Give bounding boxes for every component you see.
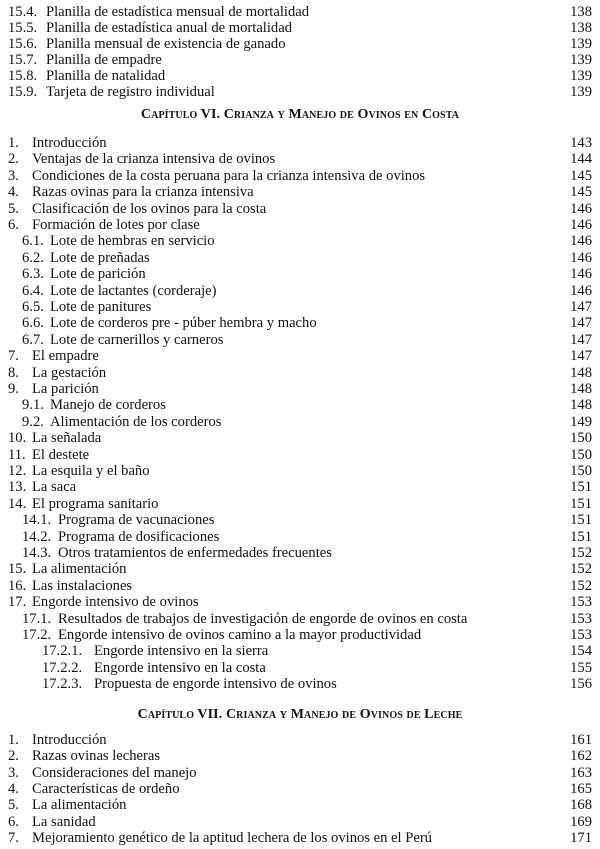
toc-entry-page-number: 152 bbox=[570, 577, 592, 594]
toc-entry-title: La alimentación bbox=[32, 797, 127, 814]
toc-entry-title: Consideraciones del manejo bbox=[32, 764, 197, 781]
toc-entry-title: Lote de preñadas bbox=[50, 249, 150, 266]
toc-entry-title: Introducción bbox=[32, 732, 107, 748]
toc-entry-title: Planilla de estadística anual de mortalidad bbox=[46, 20, 292, 36]
toc-entry-page-number: 146 bbox=[570, 233, 592, 250]
toc-entry-number: 6.5. bbox=[22, 299, 44, 315]
toc-entry-page-number: 153 bbox=[570, 610, 592, 627]
toc-entry-number: 4. bbox=[8, 184, 19, 201]
toc-entry[interactable] bbox=[0, 496, 600, 512]
toc-entry-number: 3. bbox=[8, 764, 19, 781]
toc-entry-title: Programa de vacunaciones bbox=[58, 512, 215, 529]
toc-entry[interactable] bbox=[0, 365, 600, 381]
toc-entry[interactable] bbox=[0, 397, 600, 413]
toc-entry-number: 6. bbox=[8, 813, 19, 830]
toc-entry-number: 4. bbox=[8, 780, 19, 797]
toc-entry-title: La gestación bbox=[32, 364, 107, 381]
toc-entry-page-number: 146 bbox=[570, 249, 592, 266]
toc-entry-number: 6.3. bbox=[22, 266, 44, 283]
toc-entry-number: 5. bbox=[8, 797, 19, 814]
toc-entry-page-number: 171 bbox=[570, 829, 592, 846]
toc-entry-page-number: 139 bbox=[570, 84, 592, 100]
toc-entry-number: 15.9. bbox=[8, 84, 38, 100]
toc-entry-page-number: 147 bbox=[570, 299, 592, 315]
toc-entry-page-number: 150 bbox=[570, 446, 592, 463]
toc-entry-page-number: 152 bbox=[570, 561, 592, 578]
toc-entry-page-number: 148 bbox=[570, 364, 592, 381]
toc-entry-page-number: 147 bbox=[570, 331, 592, 348]
toc-entry[interactable] bbox=[0, 627, 600, 643]
toc-entry[interactable] bbox=[0, 561, 600, 577]
toc-entry-page-number: 153 bbox=[570, 594, 592, 611]
toc-entry-page-number: 169 bbox=[570, 813, 592, 830]
toc-entry-number: 9.2. bbox=[22, 413, 44, 430]
toc-entry-page-number: 145 bbox=[570, 184, 592, 201]
toc-entry-page-number: 152 bbox=[570, 545, 592, 561]
toc-entry-title: Engorde intensivo de ovinos camino a la mayor productividad bbox=[58, 627, 422, 643]
toc-entry[interactable] bbox=[0, 201, 600, 217]
toc-entry-number: 14.3. bbox=[22, 545, 52, 561]
toc-entry[interactable] bbox=[0, 765, 600, 781]
toc-entry-number: 14. bbox=[8, 495, 27, 512]
toc-entry-page-number: 138 bbox=[570, 20, 592, 36]
toc-entry[interactable] bbox=[0, 217, 600, 233]
toc-entry[interactable] bbox=[0, 20, 600, 36]
toc-entry-number: 2. bbox=[8, 748, 19, 765]
toc-entry-number: 16. bbox=[8, 577, 27, 594]
toc-entry[interactable] bbox=[0, 545, 600, 561]
toc-entry-page-number: 168 bbox=[570, 797, 592, 814]
toc-entry-number: 15. bbox=[8, 561, 27, 578]
toc-entry[interactable] bbox=[0, 315, 600, 331]
toc-entry[interactable] bbox=[0, 52, 600, 68]
toc-entry[interactable] bbox=[0, 732, 600, 748]
toc-entry-title: Formación de lotes por clase bbox=[32, 217, 200, 233]
chapter-7-prefix: Capítulo VII. bbox=[137, 707, 223, 722]
toc-entry-number: 15.6. bbox=[8, 36, 38, 52]
toc-entry-page-number: 146 bbox=[570, 282, 592, 299]
toc-entry[interactable] bbox=[0, 479, 600, 495]
toc-entry-page-number: 147 bbox=[570, 315, 592, 332]
toc-entry-page-number: 150 bbox=[570, 463, 592, 479]
toc-entry[interactable] bbox=[0, 381, 600, 397]
toc-entry-page-number: 147 bbox=[570, 348, 592, 365]
toc-entry-number: 10. bbox=[8, 430, 27, 447]
toc-entry-title: Lote de hembras en servicio bbox=[50, 233, 215, 250]
toc-entry[interactable] bbox=[0, 447, 600, 463]
toc-entry-title: El destete bbox=[32, 446, 90, 463]
toc-entry[interactable] bbox=[0, 135, 600, 151]
toc-entry[interactable] bbox=[0, 430, 600, 446]
toc-entry-title: Ventajas de la crianza intensiva de ovinos bbox=[32, 151, 276, 168]
toc-entry-title: Introducción bbox=[32, 135, 107, 151]
toc-entry-title: Planilla de estadística mensual de mortalidad bbox=[46, 4, 310, 20]
toc-entry-number: 6.7. bbox=[22, 331, 44, 348]
toc-entry[interactable] bbox=[0, 184, 600, 200]
toc-entry[interactable] bbox=[0, 36, 600, 52]
toc-entry-number: 15.7. bbox=[8, 52, 38, 68]
toc-entry-title: Mejoramiento genético de la aptitud lechera de los ovinos en el Perú bbox=[32, 829, 432, 846]
chapter-6-heading bbox=[0, 107, 600, 123]
toc-entry[interactable] bbox=[0, 348, 600, 364]
toc-entry-number: 12. bbox=[8, 463, 27, 479]
chapter-6-prefix: Capítulo VI. bbox=[140, 107, 221, 122]
toc-entry[interactable] bbox=[0, 414, 600, 430]
toc-entry[interactable] bbox=[0, 68, 600, 84]
toc-entry-number: 14.1. bbox=[22, 512, 52, 529]
toc-entry-page-number: 155 bbox=[570, 659, 592, 676]
toc-entry[interactable] bbox=[0, 283, 600, 299]
toc-entry-page-number: 146 bbox=[570, 266, 592, 283]
toc-entry-number: 11. bbox=[8, 446, 26, 463]
toc-entry-title: Resultados de trabajos de investigación de engorde de ovinos en costa bbox=[58, 610, 468, 627]
toc-entry[interactable] bbox=[0, 643, 600, 659]
toc-entry-number: 7. bbox=[8, 829, 19, 846]
toc-entry-title: El empadre bbox=[32, 348, 99, 365]
toc-entry-title: Alimentación de los corderos bbox=[50, 413, 222, 430]
toc-entry[interactable] bbox=[0, 299, 600, 315]
toc-entry[interactable] bbox=[0, 4, 600, 20]
toc-entry-title: Propuesta de engorde intensivo de ovinos bbox=[94, 676, 337, 693]
chapter-6-title: Crianza y Manejo de Ovinos en Costa bbox=[223, 107, 460, 122]
toc-entry-title: Engorde intensivo de ovinos bbox=[32, 594, 199, 611]
toc-entry-page-number: 151 bbox=[570, 479, 592, 496]
toc-entry-title: Otros tratamientos de enfermedades frecuentes bbox=[58, 545, 332, 561]
toc-entry-page-number: 151 bbox=[570, 512, 592, 529]
toc-entry-title: Lote de parición bbox=[50, 266, 146, 283]
toc-entry[interactable] bbox=[0, 233, 600, 249]
toc-entry-number: 6.4. bbox=[22, 282, 44, 299]
toc-entry[interactable] bbox=[0, 250, 600, 266]
toc-entry-page-number: 139 bbox=[570, 36, 592, 52]
toc-entry-title: Engorde intensivo en la sierra bbox=[94, 643, 269, 660]
toc-entry-number: 17.2.1. bbox=[42, 643, 83, 660]
toc-entry[interactable] bbox=[0, 168, 600, 184]
toc-entry-page-number: 163 bbox=[570, 764, 592, 781]
toc-entry-title: La parición bbox=[32, 381, 99, 397]
chapter-7-title: Crianza y Manejo de Ovinos de Leche bbox=[225, 707, 463, 722]
toc-entry-page-number: 146 bbox=[570, 200, 592, 217]
toc-entry[interactable] bbox=[0, 814, 600, 830]
toc-entry[interactable] bbox=[0, 332, 600, 348]
toc-entry-title: Programa de dosificaciones bbox=[58, 528, 220, 545]
toc-entry-title: Condiciones de la costa peruana para la crianza intensiva de ovinos bbox=[32, 167, 426, 184]
toc-entry[interactable] bbox=[0, 529, 600, 545]
toc-entry-page-number: 156 bbox=[570, 676, 592, 693]
toc-entry-number: 17.2.2. bbox=[42, 659, 83, 676]
toc-entry-title: El programa sanitario bbox=[32, 495, 159, 512]
toc-entry-number: 6.2. bbox=[22, 249, 44, 266]
toc-entry-page-number: 150 bbox=[570, 430, 592, 447]
toc-entry-title: Clasificación de los ovinos para la costa bbox=[32, 200, 267, 217]
toc-entry-number: 8. bbox=[8, 364, 19, 381]
toc-entry[interactable] bbox=[0, 611, 600, 627]
toc-entry-title: Lote de panitures bbox=[50, 299, 152, 315]
toc-entry[interactable] bbox=[0, 830, 600, 846]
toc-entry-title: Las instalaciones bbox=[32, 577, 133, 594]
toc-entry-page-number: 165 bbox=[570, 780, 592, 797]
toc-entry-title: Razas ovinas lecheras bbox=[32, 748, 161, 765]
toc-entry-page-number: 154 bbox=[570, 643, 592, 660]
toc-entry-title: Planilla mensual de existencia de ganado bbox=[46, 36, 286, 52]
toc-entry-page-number: 144 bbox=[570, 151, 592, 168]
toc-entry-page-number: 149 bbox=[570, 413, 592, 430]
toc-entry-number: 7. bbox=[8, 348, 19, 365]
toc-entry[interactable] bbox=[0, 84, 600, 100]
toc-entry-title: Manejo de corderos bbox=[50, 397, 166, 414]
toc-entry-number: 1. bbox=[8, 135, 19, 151]
toc-entry-number: 9. bbox=[8, 381, 19, 397]
toc-entry-number: 2. bbox=[8, 151, 19, 168]
toc-entry-title: La esquila y el baño bbox=[32, 463, 150, 479]
toc-entry-number: 1. bbox=[8, 732, 19, 748]
toc-entry-number: 17.2. bbox=[22, 627, 52, 643]
toc-entry-page-number: 153 bbox=[570, 627, 592, 643]
toc-entry-title: La señalada bbox=[32, 430, 102, 447]
toc-entry-number: 17. bbox=[8, 594, 27, 611]
toc-entry-title: Lote de lactantes (corderaje) bbox=[50, 282, 217, 299]
toc-entry-page-number: 151 bbox=[570, 528, 592, 545]
toc-entry-title: Engorde intensivo en la costa bbox=[94, 659, 266, 676]
toc-entry[interactable] bbox=[0, 578, 600, 594]
toc-entry[interactable] bbox=[0, 266, 600, 282]
toc-entry-page-number: 145 bbox=[570, 167, 592, 184]
toc-entry-number: 6.6. bbox=[22, 315, 44, 332]
toc-entry-title: La sanidad bbox=[32, 813, 96, 830]
toc-entry[interactable] bbox=[0, 463, 600, 479]
toc-entry[interactable] bbox=[0, 676, 600, 692]
toc-entry-page-number: 148 bbox=[570, 381, 592, 397]
toc-entry-page-number: 146 bbox=[570, 217, 592, 233]
toc-entry-number: 13. bbox=[8, 479, 27, 496]
toc-entry-number: 17.1. bbox=[22, 610, 52, 627]
toc-entry-title: La alimentación bbox=[32, 561, 127, 578]
toc-entry-title: Razas ovinas para la crianza intensiva bbox=[32, 184, 254, 201]
toc-entry-title: Planilla de natalidad bbox=[46, 68, 166, 84]
chapter-7-heading bbox=[0, 707, 600, 723]
toc-entry[interactable] bbox=[0, 797, 600, 813]
toc-entry[interactable] bbox=[0, 660, 600, 676]
toc-entry-title: Lote de corderos pre - púber hembra y macho bbox=[50, 315, 317, 332]
toc-entry[interactable] bbox=[0, 781, 600, 797]
toc-entry[interactable] bbox=[0, 594, 600, 610]
toc-entry-page-number: 151 bbox=[570, 495, 592, 512]
toc-entry-number: 15.5. bbox=[8, 20, 38, 36]
toc-entry-page-number: 139 bbox=[570, 68, 592, 84]
toc-entry-page-number: 162 bbox=[570, 748, 592, 765]
toc-entry-page-number: 139 bbox=[570, 52, 592, 68]
toc-entry-number: 17.2.3. bbox=[42, 676, 83, 693]
toc-entry-title: Características de ordeño bbox=[32, 780, 180, 797]
toc-entry-number: 6. bbox=[8, 217, 19, 233]
toc-entry[interactable] bbox=[0, 748, 600, 764]
toc-entry-number: 9.1. bbox=[22, 397, 44, 414]
toc-entry-title: La saca bbox=[32, 479, 77, 496]
toc-entry-number: 15.8. bbox=[8, 68, 38, 84]
toc-entry-number: 6.1. bbox=[22, 233, 44, 250]
toc-entry-number: 15.4. bbox=[8, 4, 38, 20]
toc-entry-title: Planilla de empadre bbox=[46, 52, 162, 68]
toc-entry-title: Tarjeta de registro individual bbox=[46, 84, 215, 100]
toc-entry-page-number: 148 bbox=[570, 397, 592, 414]
toc-entry-number: 3. bbox=[8, 167, 19, 184]
toc-entry[interactable] bbox=[0, 151, 600, 167]
toc-entry-number: 5. bbox=[8, 200, 19, 217]
toc-entry-number: 14.2. bbox=[22, 528, 52, 545]
toc-entry-page-number: 143 bbox=[570, 135, 592, 151]
toc-entry-page-number: 161 bbox=[570, 732, 592, 748]
toc-entry-page-number: 138 bbox=[570, 4, 592, 20]
toc-entry[interactable] bbox=[0, 512, 600, 528]
toc-entry-title: Lote de carnerillos y carneros bbox=[50, 331, 224, 348]
